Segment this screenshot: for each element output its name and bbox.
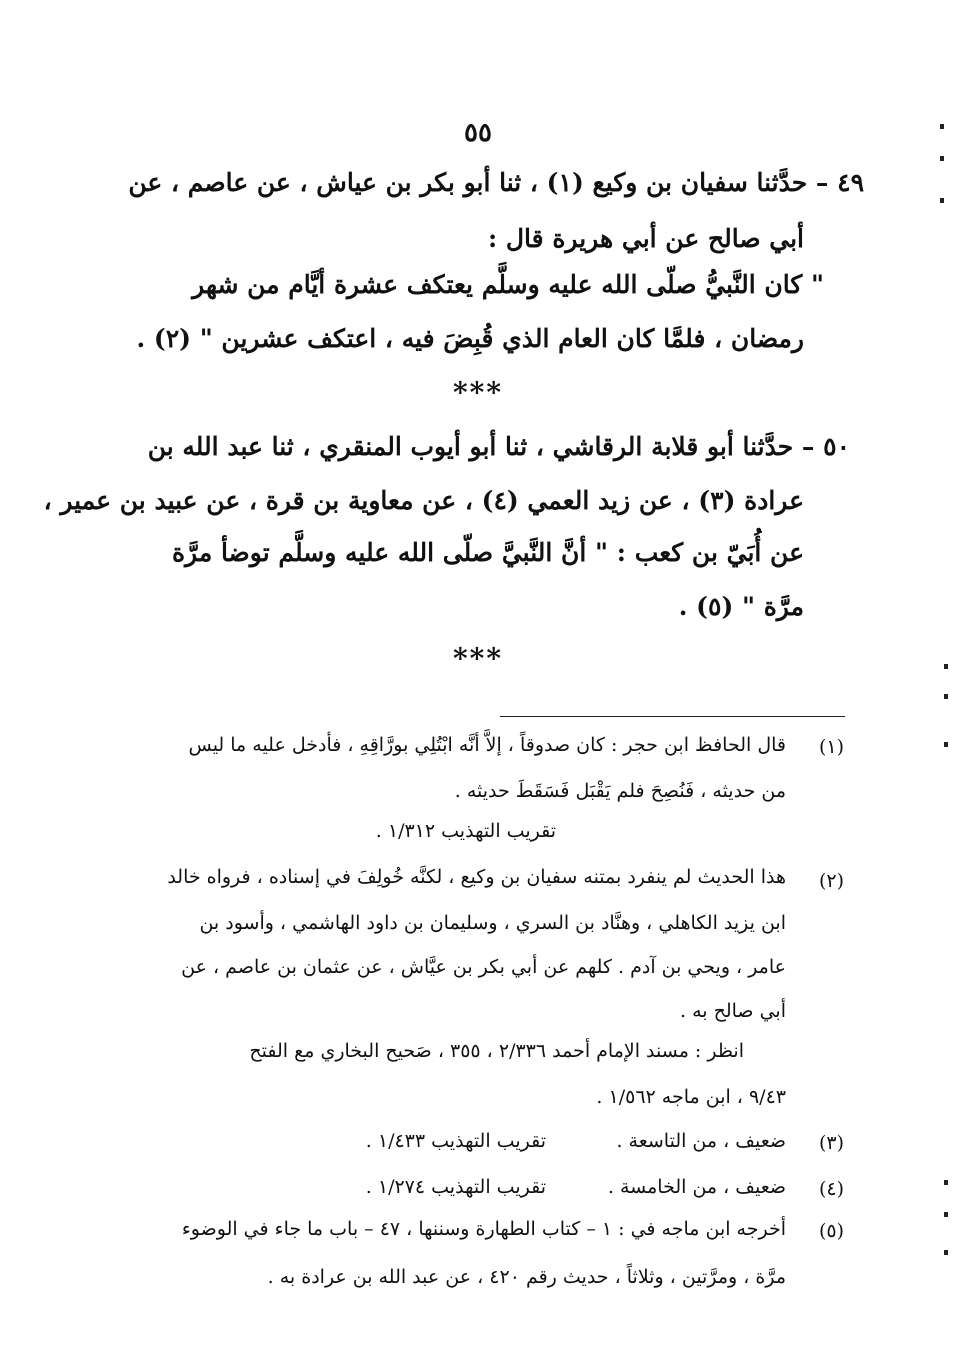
footnote-1-line-2: من حديثه ، فَنُصِحَ فلم يَقْبَل فَسَقَطَ حديثه . (454, 780, 786, 802)
footnote-5-number: (٥) (818, 1220, 844, 1242)
hadith-49-line-2: أبي صالح عن أبي هريرة قال : (487, 224, 804, 253)
scan-mark (944, 742, 948, 747)
footnote-4-number: (٤) (818, 1178, 844, 1200)
footnote-2-number: (٢) (818, 870, 844, 892)
hadith-49-line-3: " كان النَّبيُّ صلّى الله عليه وسلَّم يعتكف عشرة أيَّام من شهر (192, 270, 824, 299)
footnote-3-ref: تقريب التهذيب ١/٤٣٣ . (365, 1130, 546, 1152)
footnote-5-line-2: مرَّة ، ومرَّتين ، وثلاثاً ، حديث رقم ٤٢٠ ، عن عبد الله بن عرادة به . (267, 1266, 786, 1288)
scan-mark (944, 664, 948, 669)
hadith-50-line-4: مرَّة " (٥) . (678, 592, 804, 621)
footnote-2-line-4: أبي صالح به . (679, 1000, 786, 1022)
hadith-50-line-3: عن أُبَيّ بن كعب : " أنَّ النَّبيَّ صلّى الله عليه وسلَّم توضأ مرَّة (171, 538, 804, 567)
footnote-1-line-1: قال الحافظ ابن حجر : كان صدوقاً ، إلاَّ أنَّه ابْتُلِي بورَّاقِهِ ، فأدخل عليه ما ليس (188, 734, 786, 756)
footnote-2-line-3: عامر ، ويحي بن آدم . كلهم عن أبي بكر بن عيَّاش ، عن عثمان بن عاصم ، عن (181, 956, 786, 978)
footnote-2-line-2: ابن يزيد الكاهلي ، وهنَّاد بن السري ، وسليمان بن داود الهاشمي ، وأسود بن (199, 912, 786, 934)
footnote-1-line-3: تقريب التهذيب ١/٣١٢ . (375, 820, 556, 842)
footnote-3-grade: ضعيف ، من التاسعة . (616, 1130, 786, 1152)
footnote-2-line-6: ٩/٤٣ ، ابن ماجه ١/٥٦٢ . (596, 1086, 786, 1108)
scan-mark (944, 694, 948, 699)
scan-mark (944, 1250, 948, 1255)
footnote-2-line-1: هذا الحديث لم ينفرد بمتنه سفيان بن وكيع ، لكنَّه خُولِفَ في إسناده ، فرواه خالد (167, 866, 786, 888)
scan-mark (940, 124, 944, 129)
hadith-49-line-1: ٤٩ – حدَّثنا سفيان بن وكيع (١) ، ثنا أبو بكر بن عياش ، عن عاصم ، عن (128, 168, 864, 197)
footnote-2-line-5: انظر : مسند الإمام أحمد ٢/٣٣٦ ، ٣٥٥ ، صَحيح البخاري مع الفتح (249, 1040, 744, 1062)
separator-stars-2: *** (453, 642, 503, 675)
footnote-3-number: (٣) (818, 1132, 844, 1154)
hadith-49-line-4: رمضان ، فلمَّا كان العام الذي قُبِضَ فيه ، اعتكف عشرين " (٢) . (136, 324, 804, 353)
page-number: ٥٥ (464, 118, 492, 148)
hadith-50-line-1: ٥٠ – حدَّثنا أبو قلابة الرقاشي ، ثنا أبو أيوب المنقري ، ثنا عبد الله بن (147, 432, 850, 461)
scan-mark (940, 198, 944, 203)
footnote-5-line-1: أخرجه ابن ماجه في : ١ – كتاب الطهارة وسننها ، ٤٧ – باب ما جاء في الوضوء (181, 1218, 786, 1240)
scan-mark (940, 156, 944, 161)
hadith-50-line-2: عرادة (٣) ، عن زيد العمي (٤) ، عن معاوية بن قرة ، عن عبيد بن عمير ، (43, 486, 804, 515)
footnote-divider (500, 716, 845, 717)
separator-stars-1: *** (453, 376, 503, 409)
footnote-4-ref: تقريب التهذيب ١/٢٧٤ . (365, 1176, 546, 1198)
scan-mark (944, 1212, 948, 1217)
footnote-1-number: (١) (818, 736, 844, 758)
footnote-4-grade: ضعيف ، من الخامسة . (607, 1176, 786, 1198)
scan-mark (944, 1180, 948, 1185)
